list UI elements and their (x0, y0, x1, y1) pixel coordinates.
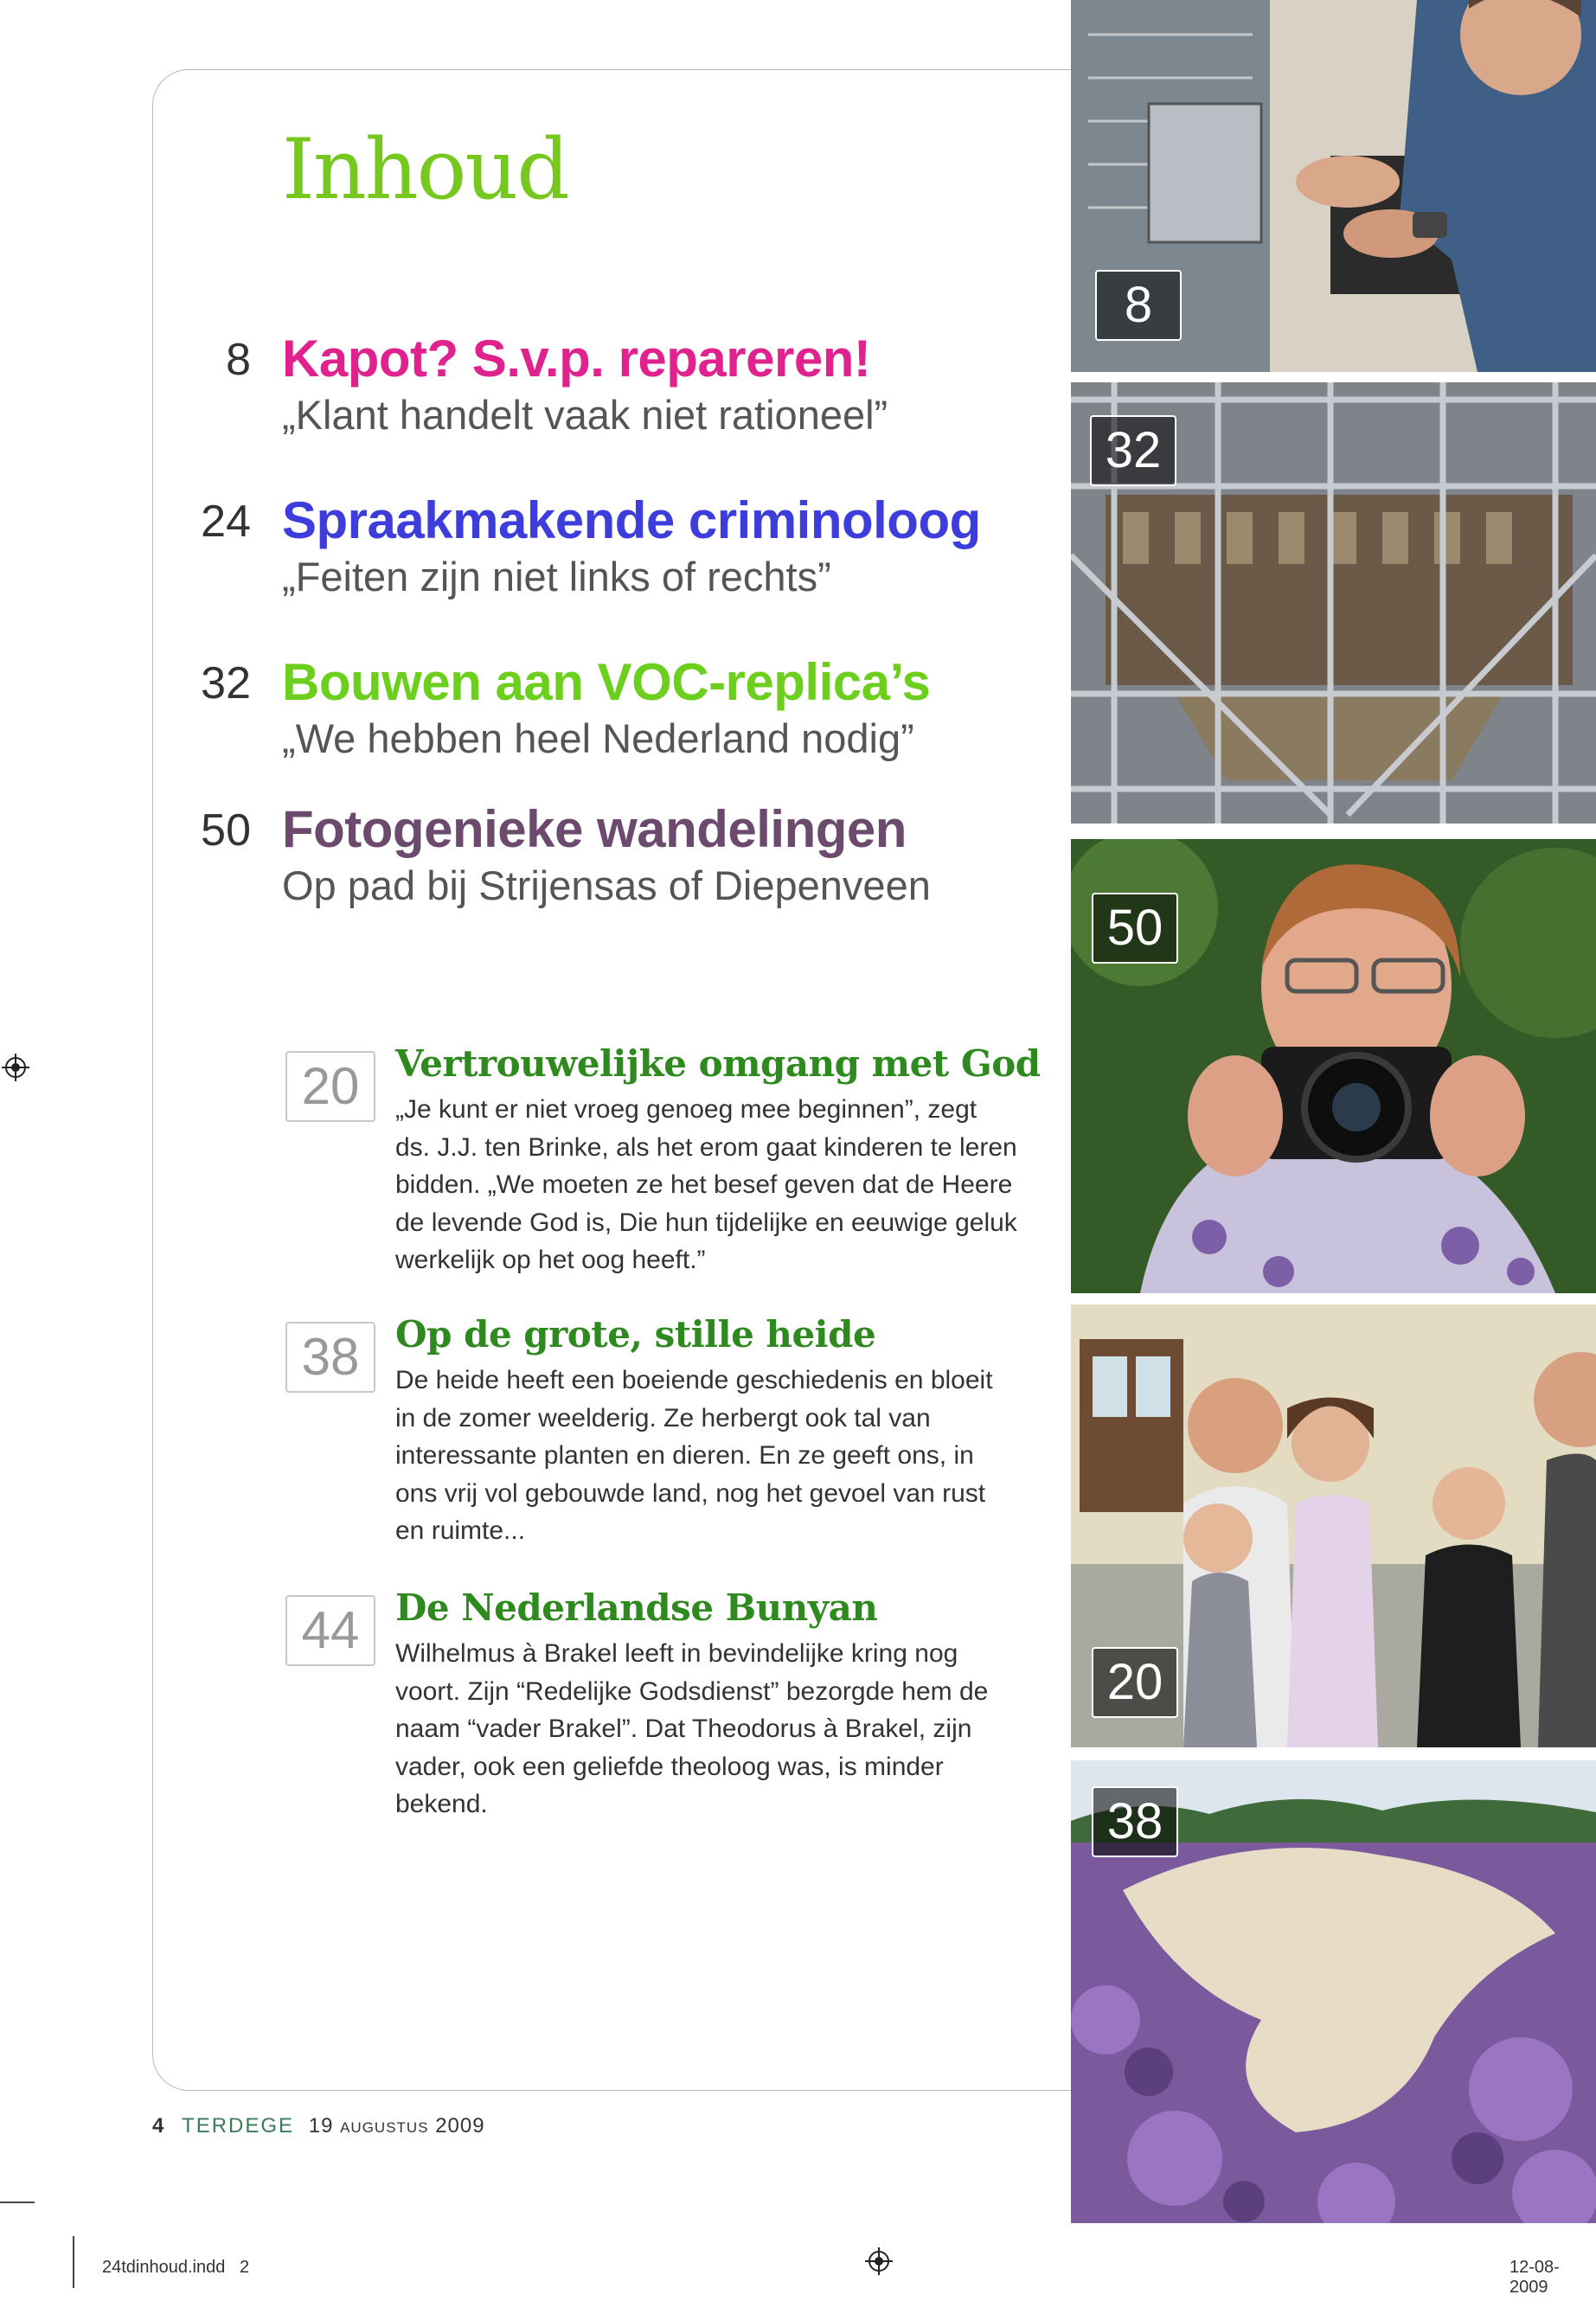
feature-title: Spraakmakende criminoloog (282, 491, 981, 549)
photo-ship-scaffolding[interactable] (1071, 382, 1596, 824)
story-title: De Nederlandse Bunyan (395, 1586, 878, 1629)
page-number: 4 (152, 2114, 164, 2138)
feature-number: 24 (201, 497, 251, 547)
photo-column (1071, 0, 1596, 2223)
issue-date: 19 augustus 2009 (308, 2114, 485, 2138)
feature-number: 32 (201, 658, 251, 708)
story-title: Vertrouwelijke omgang met God (395, 1042, 1041, 1085)
story-text: Wilhelmus à Brakel leeft in bevindelijke kring nog voort. Zijn “Redelijke Godsdienst” bezorgde hem de naam “vader Brakel”. Dat Theodorus à Brakel, zijn vader, ook een geliefde theoloog was, is minder bekend. (395, 1639, 989, 1818)
magazine-name: TERDEGE (182, 2114, 295, 2138)
slug-date: 12-08-2009 (1509, 2258, 1560, 2297)
story-number-box: 38 (285, 1322, 375, 1393)
story-number-box: 44 (285, 1595, 375, 1666)
crop-mark (0, 2202, 35, 2203)
feature-title: Fotogenieke wandelingen (282, 800, 907, 858)
feature-subtitle: „Klant handelt vaak niet rationeel” (282, 392, 888, 438)
feature-number: 50 (201, 805, 251, 856)
feature-subtitle: „Feiten zijn niet links of rechts” (282, 554, 831, 599)
photo-badge: 32 (1090, 415, 1176, 486)
crop-mark (73, 2236, 74, 2288)
page-title: Inhoud (282, 121, 568, 218)
page-footer (152, 2114, 485, 2138)
feature-subtitle: „We hebben heel Nederland nodig” (282, 715, 914, 761)
story-text: „Je kunt er niet vroeg genoeg mee beginnen”, zegt ds. J.J. ten Brinke, als het erom gaat kinderen te leren bidden. „We moeten ze het besef geven dat de Heere de levende God is, Die hun tijdelijke en eeuwige geluk werkelijk op het oog heeft.” (395, 1095, 1017, 1274)
feature-subtitle: Op pad bij Strijensas of Diepenveen (282, 862, 931, 908)
photo-badge: 20 (1092, 1647, 1178, 1718)
photo-badge: 8 (1095, 270, 1182, 341)
photo-badge: 50 (1092, 893, 1178, 964)
feature-number: 8 (226, 335, 251, 385)
feature-title: Kapot? S.v.p. repareren! (282, 330, 871, 388)
photo-woman-camera[interactable] (1071, 839, 1596, 1293)
photo-family[interactable] (1071, 1304, 1596, 1747)
slug-filename: 24tdinhoud.indd 2 (102, 2258, 250, 2277)
feature-title: Bouwen aan VOC-replica’s (282, 653, 931, 711)
registration-mark-icon (865, 2247, 893, 2275)
photo-heather-field[interactable] (1071, 1760, 1596, 2223)
photo-badge: 38 (1092, 1786, 1178, 1857)
story-text: De heide heeft een boeiende geschiedenis en bloeit in de zomer weelderig. Ze herbergt ook tal van interessante planten en dieren. En ze geeft ons, in ons vrij vol gebouwde land, nog het gevoel van rust en ruimte... (395, 1366, 993, 1545)
photo-repairman[interactable] (1071, 0, 1596, 372)
registration-mark-icon (2, 1054, 29, 1081)
story-title: Op de grote, stille heide (395, 1313, 876, 1356)
story-number-box: 20 (285, 1051, 375, 1122)
